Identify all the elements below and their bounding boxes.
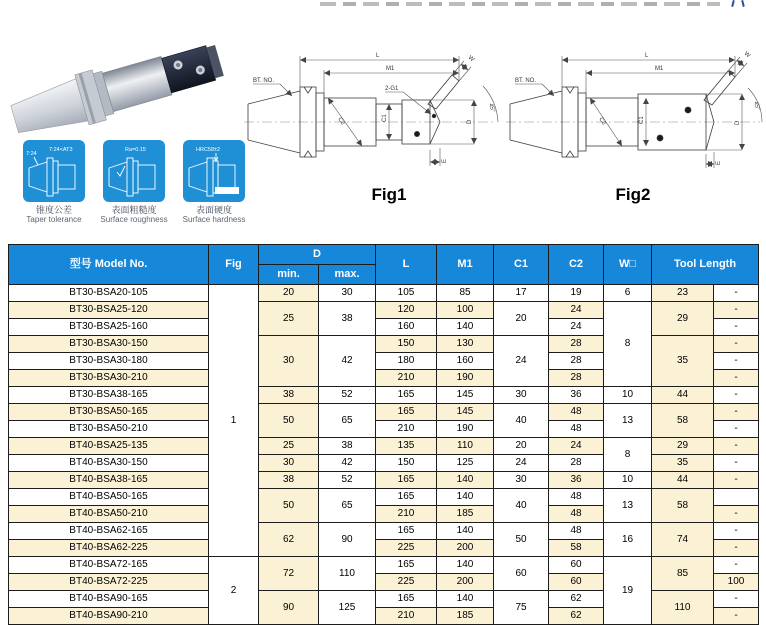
table-row (9, 557, 759, 574)
table-cell: 30 (319, 285, 376, 302)
badge-caption-cn: 表面粗糙度 (111, 205, 157, 215)
table-cell: BT30-BSA30-210 (9, 370, 209, 387)
table-cell: 110 (652, 591, 714, 625)
col-header-tool-length: Tool Length (652, 245, 759, 285)
fig1-label-2-G1: 2-G1 (385, 86, 399, 92)
table-cell: 30 (494, 472, 549, 489)
table-cell: 19 (604, 557, 652, 625)
table-cell: BT40-BSA72-165 (9, 557, 209, 574)
table-cell: 58 (549, 540, 604, 557)
surface-roughness-icon (103, 140, 165, 202)
table-cell: BT40-BSA72-225 (9, 574, 209, 591)
table-cell: - (714, 353, 759, 370)
badge-caption-en: Taper tolerance (26, 215, 82, 225)
fig1-label-C1: C1 (382, 114, 388, 122)
fig2-label-C1: C1 (639, 116, 645, 124)
table-row (9, 387, 759, 404)
table-cell: 48 (549, 489, 604, 506)
table-cell: 50 (494, 523, 549, 557)
table-cell: - (714, 540, 759, 557)
col-header-fig: Fig (209, 245, 259, 285)
fig2-label-bt-no: BT. NO. (515, 78, 537, 84)
table-cell: 140 (437, 523, 494, 540)
table-cell: BT30-BSA50-165 (9, 404, 209, 421)
table-cell: 29 (652, 302, 714, 336)
table-cell: BT40-BSA90-210 (9, 608, 209, 625)
table-cell: 28 (549, 370, 604, 387)
table-cell: 60 (549, 557, 604, 574)
table-cell: - (714, 523, 759, 540)
table-cell: 19 (549, 285, 604, 302)
table-cell: 140 (437, 319, 494, 336)
table-cell: 28 (549, 336, 604, 353)
fig2-label-C2: C2 (597, 116, 607, 127)
tool-holder-body (7, 35, 226, 144)
table-cell: - (714, 319, 759, 336)
table-cell: 125 (319, 591, 376, 625)
table-cell: 125 (437, 455, 494, 472)
table-cell: 165 (376, 523, 437, 540)
table-cell: 28 (549, 455, 604, 472)
table-cell: 62 (259, 523, 319, 557)
table-cell: 210 (376, 421, 437, 438)
table-cell: 145 (437, 387, 494, 404)
fig2-label-45: 45° (752, 100, 761, 112)
table-cell: 29 (652, 438, 714, 455)
table-cell: BT30-BSA25-160 (9, 319, 209, 336)
table-cell: 150 (376, 455, 437, 472)
table-cell: - (714, 421, 759, 438)
table-cell: 20 (494, 438, 549, 455)
table-cell: 165 (376, 489, 437, 506)
table-cell: 225 (376, 540, 437, 557)
table-cell: 10 (604, 387, 652, 404)
table-cell: 52 (319, 387, 376, 404)
table-cell (714, 489, 759, 506)
table-cell: 28 (549, 353, 604, 370)
table-cell: 40 (494, 489, 549, 523)
table-cell: 140 (437, 557, 494, 574)
table-cell: 190 (437, 370, 494, 387)
table-cell: 13 (604, 489, 652, 523)
table-cell: 160 (437, 353, 494, 370)
table-cell: 140 (437, 472, 494, 489)
table-cell: BT30-BSA38-165 (9, 387, 209, 404)
table-row (9, 285, 759, 302)
fig1-label-bt-no: BT. NO. (253, 78, 275, 84)
col-header-d: D (259, 245, 376, 265)
table-cell: - (714, 387, 759, 404)
table-cell: 8 (604, 302, 652, 387)
table-cell: 65 (319, 489, 376, 523)
badge-label: Ra=0.15 (125, 147, 146, 153)
figure-2 (502, 44, 764, 205)
table-cell: 210 (376, 370, 437, 387)
table-cell: - (714, 438, 759, 455)
table-cell: 48 (549, 421, 604, 438)
table-cell: 100 (437, 302, 494, 319)
table-cell: - (714, 455, 759, 472)
table-cell: 60 (494, 557, 549, 591)
fig2-drawing (502, 44, 764, 178)
fig1-label-W: W (466, 54, 475, 64)
table-cell: BT30-BSA30-150 (9, 336, 209, 353)
figure-1 (240, 44, 498, 205)
table-cell: 44 (652, 472, 714, 489)
table-cell: 24 (549, 319, 604, 336)
table-cell: 100 (714, 574, 759, 591)
table-cell: 60 (549, 574, 604, 591)
badge-label: HRC58±2 (196, 147, 221, 153)
table-cell: 16 (604, 523, 652, 557)
table-cell: BT40-BSA38-165 (9, 472, 209, 489)
table-cell: 165 (376, 387, 437, 404)
table-cell: 6 (604, 285, 652, 302)
table-cell: 120 (376, 302, 437, 319)
table-cell: 30 (259, 455, 319, 472)
table-cell: BT30-BSA30-180 (9, 353, 209, 370)
table-cell: 25 (259, 438, 319, 455)
fig1-label-D: D (467, 119, 473, 124)
badge-label: 7:24 (26, 151, 37, 157)
fig1-drawing (240, 44, 498, 178)
table-cell: 140 (437, 489, 494, 506)
table-cell: 13 (604, 404, 652, 438)
col-header-model: 型号 Model No. (9, 245, 209, 285)
table-cell: 38 (259, 387, 319, 404)
table-cell: 35 (652, 336, 714, 387)
table-cell: 38 (319, 302, 376, 336)
col-header-m1: M1 (437, 245, 494, 285)
surface-hardness-icon (183, 140, 245, 202)
table-cell: 48 (549, 404, 604, 421)
fig2-label-M1: M1 (655, 66, 664, 72)
table-cell: 23 (652, 285, 714, 302)
table-cell: BT40-BSA62-225 (9, 540, 209, 557)
fig1-label-45: 45° (487, 102, 496, 114)
table-cell: 130 (437, 336, 494, 353)
table-cell: BT30-BSA25-120 (9, 302, 209, 319)
table-cell: 72 (259, 557, 319, 591)
table-cell: 165 (376, 404, 437, 421)
product-photo (6, 18, 240, 140)
table-cell: 30 (494, 387, 549, 404)
table-cell: 44 (652, 387, 714, 404)
title-paren-fragment (741, 0, 745, 7)
table-cell: 90 (259, 591, 319, 625)
table-cell: 20 (494, 302, 549, 336)
table-cell: 85 (437, 285, 494, 302)
table-cell: BT40-BSA30-150 (9, 455, 209, 472)
taper-tolerance-icon (23, 140, 85, 202)
badge-taper-tolerance (14, 140, 94, 225)
table-cell: BT40-BSA25-135 (9, 438, 209, 455)
table-cell: 35 (652, 455, 714, 472)
table-cell: - (714, 302, 759, 319)
table-cell: 40 (494, 404, 549, 438)
table-cell: 20 (259, 285, 319, 302)
table-cell: 8 (604, 438, 652, 472)
table-cell: 36 (549, 472, 604, 489)
table-cell: 2 (209, 557, 259, 625)
col-header-w: W□ (604, 245, 652, 285)
table-cell: 75 (494, 591, 549, 625)
badge-caption-en: Surface roughness (100, 215, 168, 225)
table-cell: BT30-BSA20-105 (9, 285, 209, 302)
table-cell: 165 (376, 591, 437, 608)
table-cell: 1 (209, 285, 259, 557)
table-cell: 50 (259, 489, 319, 523)
table-cell: 90 (319, 523, 376, 557)
badge-caption-cn: 表面硬度 (195, 205, 232, 215)
table-cell: 36 (549, 387, 604, 404)
fig1-label-M1: M1 (386, 66, 395, 72)
table-cell: BT40-BSA50-210 (9, 506, 209, 523)
badge-caption-cn: 锥度公差 (35, 205, 72, 215)
table-cell: - (714, 557, 759, 574)
table-cell: 58 (652, 489, 714, 523)
fig1-label-L: L (376, 53, 380, 59)
fig1-caption: Fig1 (371, 185, 407, 204)
fig1-label-C2: C2 (336, 116, 346, 127)
table-cell: - (714, 472, 759, 489)
table-cell: 24 (494, 455, 549, 472)
table-cell: - (714, 370, 759, 387)
table-cell: BT40-BSA90-165 (9, 591, 209, 608)
col-header-d-min: min. (259, 265, 319, 285)
model-spec-table (8, 244, 759, 625)
table-cell: 50 (259, 404, 319, 438)
fig2-label-E: E (716, 160, 722, 165)
table-row (9, 489, 759, 506)
table-cell: 38 (259, 472, 319, 489)
table-cell: 210 (376, 506, 437, 523)
table-cell: 42 (319, 455, 376, 472)
table-cell: 65 (319, 404, 376, 438)
fig2-caption: Fig2 (615, 185, 651, 204)
badge-surface-roughness (94, 140, 174, 225)
table-cell: - (714, 336, 759, 353)
table-cell: 48 (549, 523, 604, 540)
spec-table (8, 244, 759, 625)
table-cell: 58 (652, 404, 714, 438)
table-row (9, 438, 759, 455)
title-glyph-fragments (320, 2, 720, 6)
table-cell: 165 (376, 557, 437, 574)
table-cell: 38 (319, 438, 376, 455)
table-cell: 160 (376, 319, 437, 336)
col-header-d-max: max. (319, 265, 376, 285)
spec-table-body (9, 285, 759, 625)
table-cell: 110 (319, 557, 376, 591)
table-row (9, 404, 759, 421)
table-cell: 24 (549, 302, 604, 319)
table-cell: 42 (319, 336, 376, 387)
spec-badges (14, 140, 254, 225)
table-cell: 48 (549, 506, 604, 523)
table-cell: 105 (376, 285, 437, 302)
tool-holder-photo-illustration (6, 18, 240, 140)
badge-caption-en: Surface hardness (182, 215, 246, 225)
table-cell: 25 (259, 302, 319, 336)
table-cell: 140 (437, 591, 494, 608)
table-cell: 145 (437, 404, 494, 421)
table-cell: 165 (376, 472, 437, 489)
table-cell: 24 (549, 438, 604, 455)
title-paren-fragment (731, 0, 735, 7)
table-row (9, 523, 759, 540)
table-cell: 185 (437, 608, 494, 625)
table-cell: - (714, 608, 759, 625)
table-cell: BT40-BSA62-165 (9, 523, 209, 540)
fig1-label-E: E (442, 158, 448, 163)
col-header-l: L (376, 245, 437, 285)
table-cell: 200 (437, 574, 494, 591)
table-cell: 62 (549, 591, 604, 608)
table-cell: 85 (652, 557, 714, 591)
table-cell: 180 (376, 353, 437, 370)
table-cell: 62 (549, 608, 604, 625)
table-cell: 225 (376, 574, 437, 591)
table-cell: 190 (437, 421, 494, 438)
table-cell: - (714, 591, 759, 608)
table-cell: 200 (437, 540, 494, 557)
table-cell: 30 (259, 336, 319, 387)
table-cell: 52 (319, 472, 376, 489)
badge-label: 7:24<AT3 (49, 147, 73, 153)
table-cell: 24 (494, 336, 549, 387)
table-cell: 135 (376, 438, 437, 455)
table-cell: - (714, 285, 759, 302)
table-row (9, 472, 759, 489)
table-cell: 110 (437, 438, 494, 455)
fig2-label-L: L (645, 53, 649, 59)
table-cell: 210 (376, 608, 437, 625)
table-row (9, 302, 759, 319)
col-header-c2: C2 (549, 245, 604, 285)
table-cell: - (714, 506, 759, 523)
table-cell: 74 (652, 523, 714, 557)
table-cell: 17 (494, 285, 549, 302)
table-cell: 150 (376, 336, 437, 353)
fig2-label-D: D (735, 120, 741, 125)
cropped-title-remnant (320, 0, 750, 7)
fig2-label-W: W (742, 50, 751, 60)
table-cell: 185 (437, 506, 494, 523)
col-header-c1: C1 (494, 245, 549, 285)
table-cell: BT30-BSA50-210 (9, 421, 209, 438)
table-cell: 10 (604, 472, 652, 489)
table-cell: BT40-BSA50-165 (9, 489, 209, 506)
table-cell: - (714, 404, 759, 421)
